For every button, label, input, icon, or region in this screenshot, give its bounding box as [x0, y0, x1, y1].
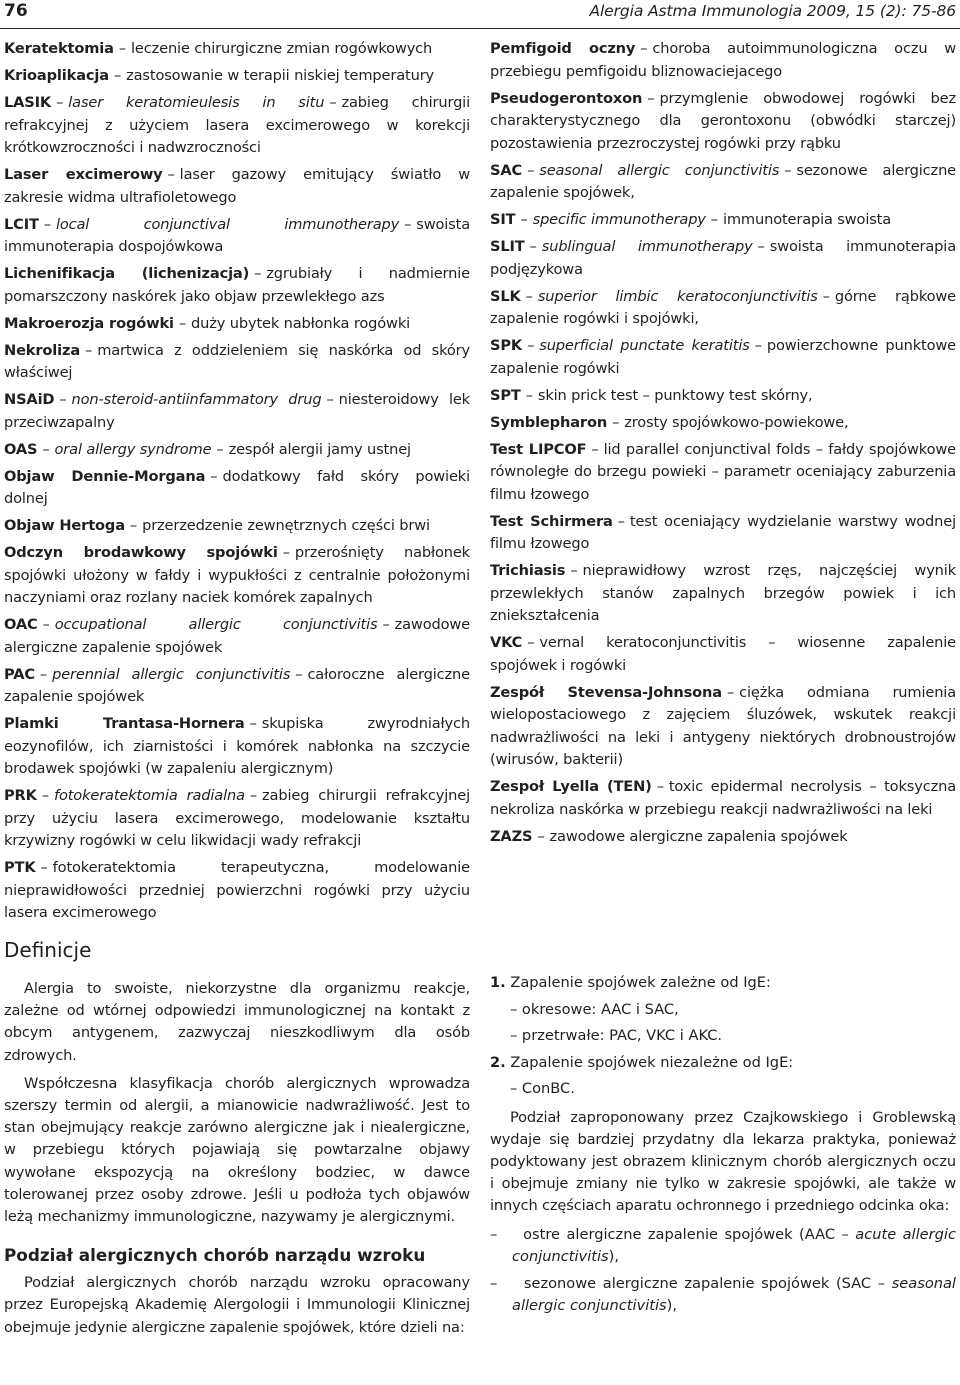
- glossary-entry: [490, 511, 956, 556]
- glossary-entry: [490, 682, 956, 772]
- bullet-item: [490, 1273, 956, 1318]
- glossary-definition: przerośnięty nabłonek spojówki ułożony w fałdy i wypukłości z centralnie położonymi naczyniami oraz rozlany naciek komórek zapalnych: [4, 544, 470, 606]
- glossary-entry: [4, 515, 470, 538]
- glossary-separator: –: [527, 337, 535, 354]
- glossary-separator: –: [520, 211, 528, 228]
- list-subitem: – okresowe: AAC i SAC,: [510, 1000, 679, 1018]
- glossary-term: Symblepharon: [490, 413, 608, 431]
- glossary-definition: fotokeratektomia terapeutyczna, modelowanie nieprawidłowości przedniej powierzchni rogówki przy użyciu lasera excimerowego: [4, 859, 470, 921]
- glossary-term: Makroerozja rogówki: [4, 314, 174, 332]
- glossary-definition: duży ubytek nabłonka rogówki: [191, 314, 411, 332]
- glossary-separator: –: [570, 562, 578, 579]
- glossary-separator: –: [612, 413, 620, 431]
- list-text: Zapalenie spojówek zależne od IgE:: [510, 974, 771, 991]
- journal-citation: Alergia Astma Immunologia 2009, 15 (2): 75-86: [589, 2, 956, 20]
- glossary-term: LASIK: [4, 94, 52, 111]
- glossary-separator: –: [216, 440, 224, 458]
- glossary-definition: zrosty spojówkowo-powiekowe,: [624, 413, 849, 431]
- classification-paragraph-2: Podział zaproponowany przez Czajkowskiego i Groblewską wydaje się bardziej przydatny dla lekarza praktyka, ponieważ podyktowany jest obrazem klinicznym chorób alergicznych oczu i obejmuje zmiany nie tylko w zakresie spojówki, ale także w innych częściach aparatu ochronnego i przedniego odcinka oka:: [490, 1108, 956, 1215]
- glossary-entry: [4, 389, 470, 434]
- glossary-entry: [4, 614, 470, 659]
- page-header: [0, 0, 960, 29]
- glossary-entry: [490, 412, 956, 435]
- glossary-separator: –: [529, 238, 537, 255]
- classification-paragraph-1: Podział alergicznych chorób narządu wzroku opracowany przez Europejską Akademię Alergologii i Immunologii Klinicznej obejmuje jedynie alergiczne zapalenie spojówek, które dzieli na:: [4, 1274, 470, 1336]
- glossary-entry: [4, 164, 470, 209]
- glossary-english-term: perennial allergic conjunctivitis: [52, 665, 291, 683]
- bullet-english: seasonal allergic conjunctivitis: [512, 1274, 956, 1315]
- list-number: 2.: [490, 1053, 506, 1071]
- glossary-term: Trichiasis: [490, 562, 566, 579]
- glossary-definition: całoroczne alergiczne zapalenie spojówek: [4, 665, 470, 705]
- glossary-entry: [490, 160, 956, 205]
- glossary-english-term: non-steroid-antiinfammatory drug: [71, 391, 322, 408]
- glossary-entry: [490, 776, 956, 821]
- glossary-separator: –: [56, 94, 64, 111]
- glossary-entry: [490, 335, 956, 380]
- glossary-entry: [490, 826, 956, 849]
- glossary-definition: martwica z oddzieleniem się naskórka od skóry właściwej: [4, 341, 470, 381]
- glossary-separator: –: [382, 616, 390, 633]
- bullet-text: ostre alergiczne zapalenie spojówek (AAC –: [523, 1225, 856, 1243]
- list-number: 1.: [490, 974, 506, 991]
- glossary-separator: –: [525, 386, 533, 404]
- glossary-term: PTK: [4, 859, 36, 876]
- bullet-item: [490, 1224, 956, 1269]
- glossary-term: NSAiD: [4, 391, 55, 408]
- glossary-english-term: oral allergy syndrome: [54, 440, 212, 458]
- glossary-term: Plamki Trantasa-Hornera: [4, 715, 245, 732]
- glossary-definition: leczenie chirurgiczne zmian rogówkowych: [131, 40, 433, 57]
- glossary-term: Test Schirmera: [490, 512, 613, 530]
- glossary-term: Nekroliza: [4, 341, 81, 359]
- glossary-english-term: laser keratomieulesis in situ: [68, 94, 325, 111]
- list-text: Zapalenie spojówek niezależne od IgE:: [510, 1053, 794, 1071]
- classification-list-section: [490, 972, 956, 1322]
- glossary-separator: –: [525, 287, 533, 305]
- glossary-term: Keratektomia: [4, 40, 114, 57]
- glossary-entry: [4, 785, 470, 853]
- glossary-separator: –: [591, 440, 599, 458]
- glossary-definition: ciężka odmiana rumienia wielopostaciowego z zajęciem śluzówek, wskutek reakcji nadwrażliwości na leki i antygeny niektórych drobnoustrojów (wirusów, bakterii): [490, 683, 956, 768]
- glossary-definition: nieprawidłowy wzrost rzęs, najczęściej wynik przewlekłych stanów zapalnych brzegów powiek i ich zniekształcenia: [490, 562, 956, 624]
- glossary-definition: zabieg chirurgii refrakcyjnej z użyciem lasera excimerowego w korekcji krótkowzroczności i nadwzroczności: [4, 94, 470, 156]
- glossary-entry: [490, 439, 956, 507]
- definitions-heading: Definicje: [4, 938, 92, 962]
- glossary-separator: –: [40, 859, 48, 876]
- glossary-separator: –: [640, 40, 648, 57]
- glossary-definition: zastosowanie w terapii niskiej temperatury: [126, 67, 435, 84]
- glossary-separator: –: [42, 616, 50, 633]
- glossary-separator: –: [329, 94, 337, 111]
- glossary-definition: dodatkowy fałd skóry powieki dolnej: [4, 467, 470, 507]
- glossary-term: Pemfigoid oczny: [490, 40, 636, 57]
- glossary-term: Lichenifikacja (lichenizacja): [4, 265, 250, 282]
- glossary-entry: [4, 313, 470, 336]
- glossary-term: SLIT: [490, 238, 525, 255]
- glossary-definition: powierzchowne punktowe zapalenie rogówki: [490, 337, 956, 377]
- glossary-separator: –: [85, 341, 93, 359]
- glossary-term: ZAZS: [490, 827, 533, 845]
- list-subitem: – ConBC.: [510, 1080, 575, 1097]
- glossary-entry: [490, 632, 956, 677]
- glossary-separator: –: [39, 665, 48, 683]
- glossary-definition: swoista immunoterapia podjęzykowa: [490, 238, 956, 278]
- glossary-separator: –: [129, 517, 138, 534]
- glossary-separator: –: [254, 265, 262, 282]
- glossary-entry: [4, 664, 470, 709]
- glossary-separator: –: [249, 787, 258, 804]
- glossary-entry: [490, 385, 956, 408]
- bullet-text: sezonowe alergiczne zapalenie spojówek (SAC –: [523, 1274, 892, 1292]
- glossary-definition: choroba autoimmunologiczna oczu w przebiegu pemfigoidu bliznowaciejacego: [490, 40, 956, 80]
- glossary-entry: [4, 713, 470, 781]
- glossary-separator: –: [41, 787, 49, 804]
- glossary-definition: laser gazowy emitujący światło w zakresie widma ultrafioletowego: [4, 166, 470, 206]
- glossary-entry: [4, 542, 470, 610]
- glossary-term: SPT: [490, 386, 521, 404]
- glossary-entry: [4, 466, 470, 511]
- glossary-definition: zabieg chirurgii refrakcyjnej przy użyciu lasera excimerowego, modelowanie kształtu krzywizny rogówki w celu likwidacji wady refrakcji: [4, 787, 470, 849]
- glossary-separator: –: [754, 337, 762, 354]
- glossary-separator: –: [784, 161, 792, 179]
- glossary-entry: [490, 88, 956, 156]
- list-subitem: – przetrwałe: PAC, VKC i AKC.: [510, 1027, 723, 1044]
- glossary-entry: [4, 439, 470, 462]
- glossary-term: SPK: [490, 337, 523, 354]
- glossary-separator: –: [118, 40, 126, 57]
- glossary-entry: [4, 92, 470, 160]
- glossary-entry: [4, 38, 470, 61]
- glossary-term: Krioaplikacja: [4, 67, 109, 84]
- glossary-term: LCIT: [4, 215, 39, 233]
- list-item-2: [490, 1052, 956, 1075]
- glossary-separator: –: [404, 215, 412, 233]
- glossary-english-term: specific immunotherapy: [532, 211, 706, 228]
- glossary-term: Objaw Dennie-Morgana: [4, 467, 206, 485]
- glossary-term: Pseudogerontoxon: [490, 89, 643, 107]
- glossary-separator: –: [656, 778, 664, 795]
- glossary-separator: –: [42, 440, 50, 458]
- glossary-term: Objaw Hertoga: [4, 517, 125, 534]
- glossary-term: Odczyn brodawkowy spojówki: [4, 544, 278, 561]
- glossary-definition: lid parallel conjunctival folds – fałdy spojówkowe równoległe do brzegu powieki – parametr oceniający zaburzenia filmu łzowego: [490, 440, 956, 503]
- glossary-term: SLK: [490, 287, 521, 305]
- glossary-definition: swoista immunoterapia dospojówkowa: [4, 215, 470, 255]
- glossary-separator: –: [822, 287, 830, 305]
- glossary-term: SAC: [490, 161, 523, 179]
- glossary-separator: –: [537, 827, 545, 845]
- glossary-entry: [490, 560, 956, 628]
- glossary-definition: zawodowe alergiczne zapalenie spojówek: [4, 616, 470, 656]
- list-item-1: [490, 972, 956, 995]
- glossary-separator: –: [113, 67, 122, 84]
- glossary-separator: –: [178, 314, 187, 332]
- glossary-definition: zespół alergii jamy ustnej: [228, 440, 411, 458]
- glossary-definition: test oceniający wydzielanie warstwy wodnej filmu łzowego: [490, 512, 956, 552]
- glossary-term: Zespoł Lyella (TEN): [490, 778, 652, 795]
- glossary-separator: –: [326, 391, 334, 408]
- glossary-term: SIT: [490, 211, 516, 228]
- glossary-separator: –: [59, 391, 67, 408]
- glossary-entry: [490, 286, 956, 331]
- definitions-section: [4, 936, 470, 1345]
- glossary-definition: przymglenie obwodowej rogówki bez charakterystycznego dla gerontoxonu (obwódki starczej) pozostawienia przezroczystej rogówki przy rąbku: [490, 89, 956, 152]
- glossary-english-term: fotokeratektomia radialna: [53, 787, 245, 804]
- glossary-entry: [4, 857, 470, 925]
- glossary-separator: –: [210, 467, 218, 485]
- glossary-entry: [4, 214, 470, 259]
- glossary-term: PRK: [4, 787, 37, 804]
- glossary-entry: [4, 263, 470, 308]
- glossary-english-term: seasonal allergic conjunctivitis: [539, 161, 780, 179]
- glossary-term: PAC: [4, 665, 35, 683]
- glossary-separator: –: [282, 544, 290, 561]
- glossary-english-term: superior limbic keratoconjunctivitis: [537, 287, 818, 305]
- glossary-separator: –: [726, 683, 735, 701]
- glossary-definition: immunoterapia swoista: [722, 211, 892, 228]
- bullet-end: ),: [608, 1248, 619, 1266]
- glossary-separator: –: [527, 161, 535, 179]
- glossary-separator: –: [295, 665, 303, 683]
- bullet-english: acute allergic conjunctivitis: [512, 1225, 956, 1266]
- glossary-definition: skupiska zwyrodniałych eozynofilów, ich ziarnistości i komórek nabłonka na szczycie brodawek spojówki (w zapaleniu alergicznym): [4, 715, 470, 777]
- glossary-term: Zespół Stevensa-Johnsona: [490, 683, 722, 701]
- glossary-entry: [490, 209, 956, 232]
- glossary-entry: [4, 65, 470, 88]
- glossary-separator: –: [527, 634, 535, 651]
- definitions-paragraph-1: Alergia to swoiste, niekorzystne dla organizmu reakcje, zależne od wtórnej odpowiedzi immunologicznej na kontakt z obcym antygenem, zazwyczaj nieszkodliwym dla osób zdrowych.: [4, 980, 470, 1064]
- glossary-separator: –: [647, 89, 655, 107]
- glossary-english-term: local conjunctival immunotherapy: [55, 215, 400, 233]
- page-number: 76: [4, 1, 28, 21]
- bullet-dash: –: [490, 1225, 498, 1243]
- glossary-right-column: [490, 38, 956, 853]
- glossary-entry: [490, 38, 956, 83]
- glossary-english-term: superficial punctate keratitis: [539, 337, 750, 354]
- glossary-separator: –: [617, 512, 625, 530]
- glossary-term: Test LIPCOF: [490, 440, 587, 458]
- glossary-definition: górne rąbkowe zapalenie rogówki i spojówki,: [490, 287, 956, 327]
- glossary-entry: [490, 236, 956, 281]
- glossary-term: OAC: [4, 616, 38, 633]
- glossary-definition: vernal keratoconjunctivitis – wiosenne zapalenie spojówek i rogówki: [490, 634, 956, 674]
- glossary-separator: –: [710, 211, 718, 228]
- glossary-left-column: [4, 38, 470, 929]
- glossary-english-term: sublingual immunotherapy: [541, 238, 753, 255]
- glossary-entry: [4, 340, 470, 385]
- glossary-separator: –: [167, 166, 175, 183]
- bullet-dash: –: [490, 1274, 498, 1292]
- glossary-term: OAS: [4, 440, 38, 458]
- classification-heading: Podział alergicznych chorób narządu wzroku: [4, 1245, 426, 1266]
- glossary-definition: sezonowe alergiczne zapalenie spojówek,: [490, 161, 956, 201]
- glossary-definition: zgrubiały i nadmiernie pomarszczony naskórek jako objaw przewlekłego azs: [4, 265, 470, 305]
- definitions-paragraph-2: Współczesna klasyfikacja chorób alergicznych wprowadza szerszy termin od alergii, a mianowicie nadwrażliwość. Jest to stan obejmujący reakcje zarówno alergiczne jak i niealergiczne, w przebiegu których pojawiają się powtarzalne objawy wywołane ekspozycją na określony bodziec, w dawce tolerowanej przez osoby zdrowe. Jeśli u podłoża tych objawów leżą mechanizmy immunologiczne, nazywamy je alergicznymi.: [4, 1074, 470, 1226]
- glossary-term: VKC: [490, 634, 523, 651]
- glossary-definition: skin prick test – punktowy test skórny,: [537, 386, 813, 404]
- glossary-definition: niesteroidowy lek przeciwzapalny: [4, 391, 470, 431]
- glossary-separator: –: [249, 715, 257, 732]
- glossary-english-term: occupational allergic conjunctivitis: [54, 616, 378, 633]
- glossary-separator: –: [43, 215, 51, 233]
- glossary-definition: przerzedzenie zewnętrznych części brwi: [142, 517, 430, 534]
- glossary-definition: zawodowe alergiczne zapalenia spojówek: [549, 827, 848, 845]
- bullet-end: ),: [666, 1297, 677, 1315]
- glossary-definition: toxic epidermal necrolysis – toksyczna nekroliza naskórka w przebiegu reakcji nadwrażliwości na leki: [490, 778, 956, 818]
- glossary-separator: –: [757, 238, 765, 255]
- glossary-term: Laser excimerowy: [4, 166, 163, 183]
